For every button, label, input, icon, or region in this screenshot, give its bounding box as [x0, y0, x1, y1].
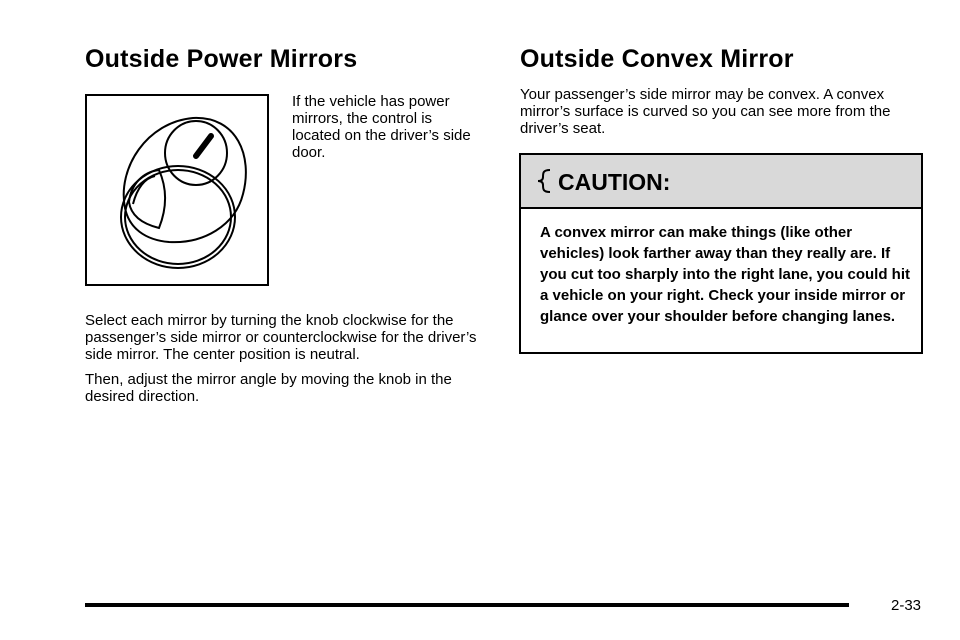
caution-box [519, 153, 923, 354]
footer-rule [85, 603, 849, 607]
section-title-convex-mirror: Outside Convex Mirror [520, 45, 794, 73]
paragraph-convex-mirror: Your passenger’s side mirror may be convex. A convex mirror’s surface is curved so you can see more from the driver’s seat. [520, 86, 891, 137]
caution-title: CAUTION: [558, 169, 671, 195]
figure-caption: If the vehicle has power mirrors, the control is located on the driver’s side door. [292, 93, 471, 161]
page-number: 2-33 [891, 597, 922, 614]
paragraph-adjust-angle: Then, adjust the mirror angle by moving the knob in the desired direction. [85, 371, 452, 405]
mirror-control-knob-illustration [87, 96, 267, 284]
paragraph-select-mirror: Select each mirror by turning the knob clockwise for the passenger’s side mirror or counterclockwise for the driver’s side mirror. The center position is neutral. [85, 312, 477, 363]
caution-header [521, 155, 921, 209]
mirror-control-figure [85, 94, 269, 286]
section-title-power-mirrors: Outside Power Mirrors [85, 45, 358, 73]
caution-text: A convex mirror can make things (like other vehicles) look farther away than they really are. If you cut too sharply into the right lane, you could hit a vehicle on your right. Check your inside mirror or glance over your shoulder before changing lanes. [540, 224, 911, 325]
caution-bracket-icon [535, 168, 555, 194]
